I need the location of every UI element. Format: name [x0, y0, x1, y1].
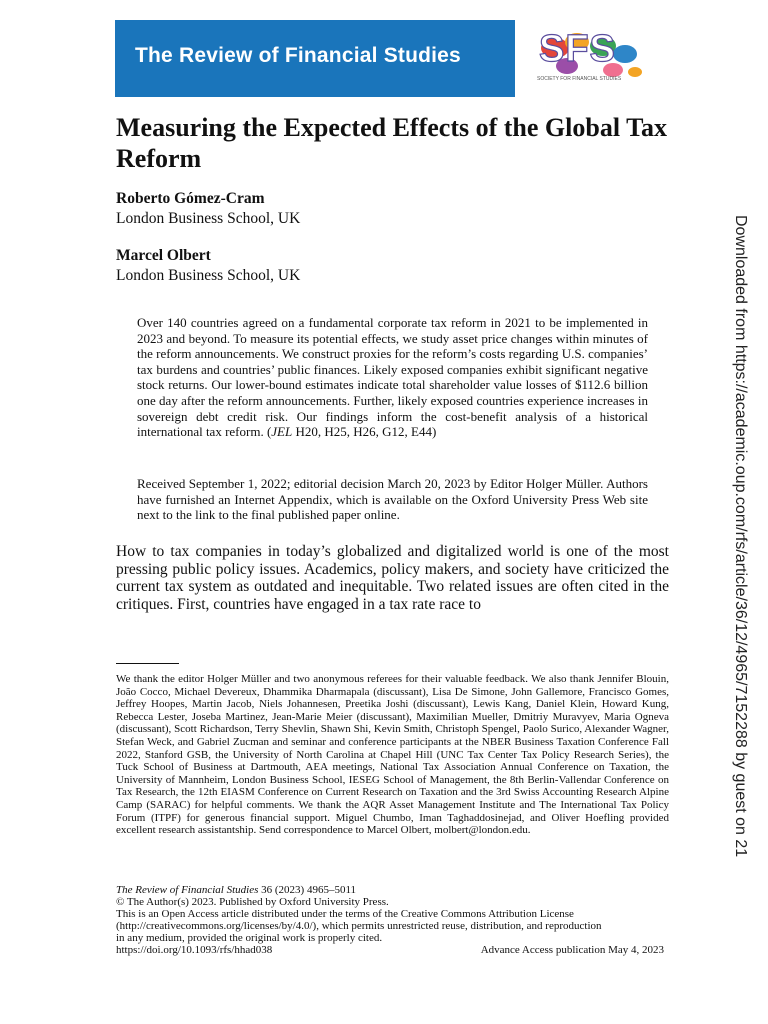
- jel-label: JEL: [271, 424, 293, 440]
- acknowledgments-footnote: We thank the editor Holger Müller and two anonymous referees for their valuable feedback. We also thank Jennifer Blouin, João Cocco, Michael Devereux, Dhammika Dharmapala (discussant), Lisa De Simone, John Gallemore, Francisco Gomes, Jeffrey Hoopes, Martin Jacob, Niels Johannesen, Preetika Joshi (discussant), Lewis Kang, Daniel Klein, Howard Kung, Rebecca Lester, Joseba Martinez, Jean-Marie Meier (discussant), Maximilian Mueller, Dmitriy Muravyev, Maria Ogneva (discussant), Scott Richardson, Terry Shevlin, Shawn Shi, Kevin Smith, Christoph Spengel, Paolo Surico, Alexander Wagner, Stefan Weck, and Gabriel Zucman and seminar and conference participants at the NBER Business Taxation Conference Fall 2022, Stanford GSB, the University of North Carolina at Chapel Hill (UNC Tax Center Tax Policy Research Series), the Tuck School of Business at Dartmouth, AEA meetings, National Tax Association Annual Conference on Taxation, the University of Mannheim, London Business School, IESEG School of Management, the 8th Berlin-Vallendar Conference on Tax Research, the 12th EIASM Conference on Current Research on Taxation and the 3rd Swiss Accounting Research Alpine Camp (SARAC) for helpful comments. We thank the AQR Asset Management Institute and The International Tax Policy Forum (ITPF) for generous financial support. Miguel Chumbo, Iman Taghaddosinejad, and Oliver Hoefling provided excellent research assistantship. Send correspondence to Marcel Olbert, molbert@london.edu.: [116, 673, 669, 837]
- download-watermark: Downloaded from https://academic.oup.com/rfs/article/36/12/4965/7152288 by guest on 21: [732, 215, 749, 858]
- author-affiliation-2: London Business School, UK: [116, 267, 301, 284]
- volume-pages: 36 (2023) 4965–5011: [258, 884, 357, 896]
- abstract-text: Over 140 countries agreed on a fundamental corporate tax reform in 2021 to be implemented in 2023 and beyond. To measure its potential effects, we study asset price changes within minutes of the reform announcements. We construct proxies for the reform’s costs regarding U.S. companies’ tax burdens and countries’ public finances. Likely exposed companies exhibit significant negative stock returns. Our lower-bound estimates indicate total shareholder value losses of $112.6 billion one day after the reform announcements. Further, likely exposed countries experience increases in sovereign debt credit risk. Our findings inform the cost-benefit analysis of a historical international tax reform. (: [137, 315, 648, 440]
- journal-banner: [115, 20, 665, 97]
- journal-name: The Review of Financial Studies: [116, 884, 259, 896]
- footnote-divider: [116, 663, 179, 664]
- publication-info: [116, 884, 669, 956]
- author-name-2: Marcel Olbert: [116, 247, 211, 264]
- copyright-line: © The Author(s) 2023. Published by Oxford University Press.: [116, 896, 389, 908]
- sfs-logo-text: SFS: [539, 28, 616, 70]
- intro-paragraph: How to tax companies in today’s globalized and digitalized world is one of the most pressing public policy issues. Academics, policy makers, and society have criticized the current tax system as outdated and inequitable. Two related issues are often cited in the critiques. First, countries have engaged in a tax rate race to: [116, 543, 669, 613]
- advance-access-date: Advance Access publication May 4, 2023: [480, 944, 664, 956]
- doi-link[interactable]: https://doi.org/10.1093/rfs/hhad038: [116, 944, 273, 956]
- sfs-logo: [514, 20, 665, 97]
- license-line-2: (http://creativecommons.org/licenses/by/4.0/), which permits unrestricted reuse, distribution, and reproduction: [116, 920, 602, 932]
- received-note: Received September 1, 2022; editorial decision March 20, 2023 by Editor Holger Müller. Authors have furnished an Internet Appendix, which is available on the Oxford University Press Web site next to the link to the final published paper online.: [137, 476, 648, 523]
- journal-banner-title: The Review of Financial Studies: [135, 44, 461, 67]
- abstract: [137, 315, 648, 440]
- jel-codes: H20, H25, H26, G12, E44): [292, 424, 437, 440]
- sfs-logo-subtext: SOCIETY FOR FINANCIAL STUDIES: [537, 76, 622, 82]
- license-line-3: in any medium, provided the original work is properly cited.: [116, 932, 383, 944]
- paper-title: Measuring the Expected Effects of the Global Tax Reform: [116, 113, 668, 173]
- author-affiliation-1: London Business School, UK: [116, 210, 301, 227]
- author-name-1: Roberto Gómez-Cram: [116, 190, 265, 207]
- license-line-1: This is an Open Access article distributed under the terms of the Creative Commons Attribution License: [116, 908, 574, 920]
